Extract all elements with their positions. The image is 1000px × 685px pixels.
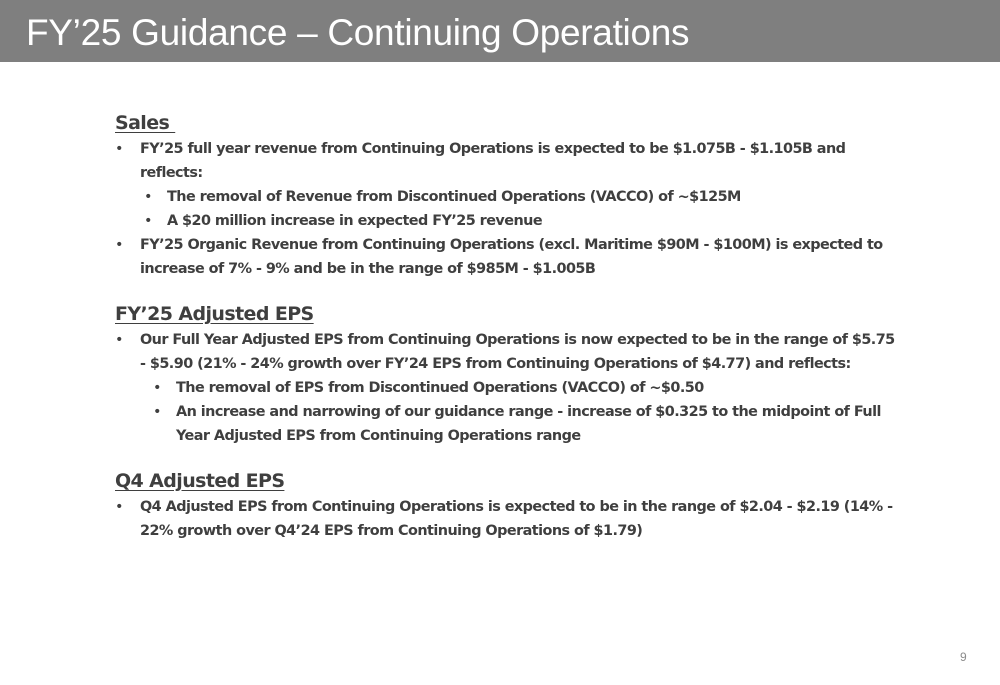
bullet-icon: • <box>115 499 123 515</box>
section-sales <box>115 110 895 281</box>
bullet-icon: • <box>153 380 161 396</box>
bullet-list-fy25-adjusted-eps <box>115 328 895 448</box>
bullet-list-sales <box>115 137 895 281</box>
bullet-text: Q4 Adjusted EPS from Continuing Operations is expected to be in the range of $2.04 - $2.19 (14% - 22% growth over Q4’24 EPS from Continuing Operations of $1.79) <box>140 499 893 539</box>
section-heading-q4-adjusted-eps: Q4 Adjusted EPS <box>115 470 285 492</box>
list-item <box>115 137 895 185</box>
slide-content <box>115 110 895 543</box>
page-number: 9 <box>960 650 967 664</box>
section-heading-sales: Sales <box>115 112 176 134</box>
list-item <box>115 400 895 448</box>
bullet-list-q4-adjusted-eps <box>115 495 895 543</box>
slide-title: FY’25 Guidance – Continuing Operations <box>26 12 690 53</box>
bullet-icon: • <box>115 141 123 157</box>
bullet-text: Our Full Year Adjusted EPS from Continuing Operations is now expected to be in the range of $5.75 - $5.90 (21% - 24% growth over FY’24 EPS from Continuing Operations of $4.77) and reflects: <box>140 332 895 372</box>
bullet-icon: • <box>144 213 152 229</box>
bullet-icon: • <box>153 404 161 420</box>
bullet-text: The removal of Revenue from Discontinued Operations (VACCO) of ~$125M <box>167 189 741 205</box>
bullet-text: An increase and narrowing of our guidance range - increase of $0.325 to the midpoint of Full Year Adjusted EPS from Continuing Operations range <box>176 404 881 444</box>
section-q4-adjusted-eps <box>115 468 895 543</box>
bullet-text: A $20 million increase in expected FY’25 revenue <box>167 213 543 229</box>
title-bar <box>0 0 1000 62</box>
bullet-text: FY’25 full year revenue from Continuing Operations is expected to be $1.075B - $1.105B and reflects: <box>140 141 846 181</box>
list-item <box>115 376 895 400</box>
bullet-text: The removal of EPS from Discontinued Operations (VACCO) of ~$0.50 <box>176 380 704 396</box>
list-item <box>115 233 895 281</box>
bullet-icon: • <box>144 189 152 205</box>
bullet-text: FY’25 Organic Revenue from Continuing Operations (excl. Maritime $90M - $100M) is expected to increase of 7% - 9% and be in the range of $985M - $1.005B <box>140 237 883 277</box>
list-item <box>115 495 895 543</box>
bullet-icon: • <box>115 332 123 348</box>
bullet-icon: • <box>115 237 123 253</box>
list-item <box>115 328 895 376</box>
list-item <box>115 209 895 233</box>
section-heading-fy25-adjusted-eps: FY’25 Adjusted EPS <box>115 303 314 325</box>
section-fy25-adjusted-eps <box>115 301 895 448</box>
list-item <box>115 185 895 209</box>
